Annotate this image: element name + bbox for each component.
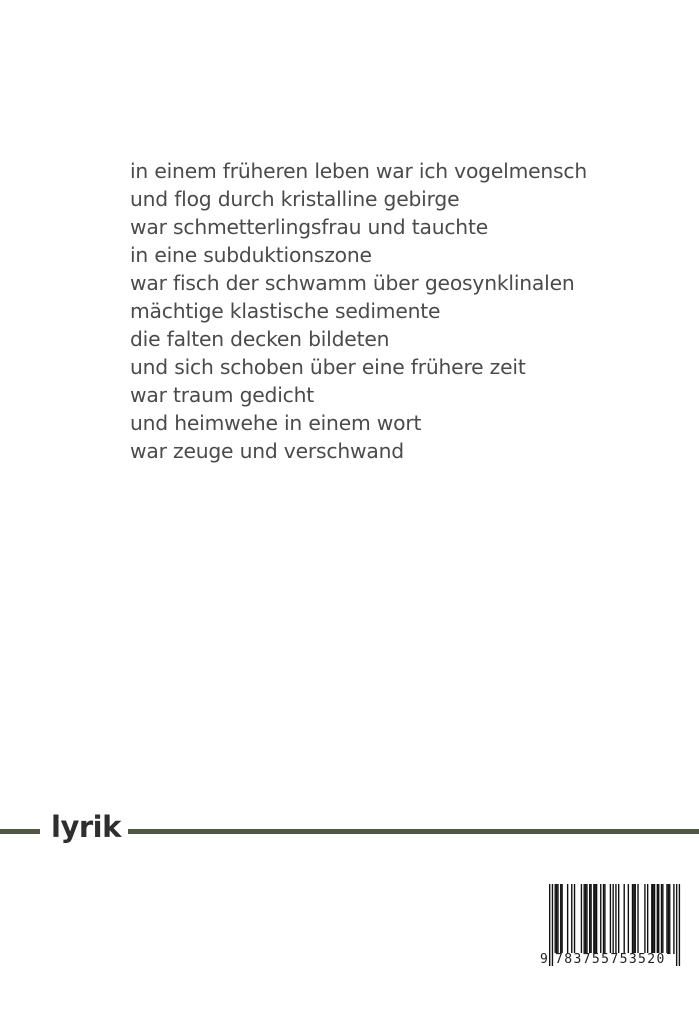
barcode-bar bbox=[661, 884, 662, 954]
barcode-bar bbox=[669, 884, 670, 954]
divider-rule-right bbox=[128, 829, 699, 834]
poem-line: und heimwehe in einem wort bbox=[130, 411, 422, 435]
barcode-bar bbox=[567, 884, 568, 954]
barcode-bar bbox=[676, 884, 677, 966]
barcode-bar bbox=[628, 884, 629, 954]
barcode-bar bbox=[610, 884, 611, 954]
barcode-bar bbox=[574, 884, 575, 954]
poem-line: in einem früheren leben war ich vogelmensch bbox=[130, 159, 588, 183]
barcode-bar bbox=[662, 884, 663, 954]
barcode-bar bbox=[571, 884, 572, 954]
barcode-bar bbox=[651, 884, 652, 954]
barcode-bar bbox=[561, 884, 562, 954]
barcode-bar bbox=[632, 884, 633, 954]
barcode-bar bbox=[590, 884, 591, 954]
poem-line: war traum gedicht bbox=[130, 383, 314, 407]
barcode-bar bbox=[556, 884, 557, 954]
barcode-bar bbox=[635, 884, 636, 954]
barcode-bar bbox=[584, 884, 585, 954]
barcode-bar bbox=[600, 884, 601, 954]
barcode-bar bbox=[595, 884, 596, 954]
barcode-bar bbox=[658, 884, 659, 954]
poem-line: und sich schoben über eine frühere zeit bbox=[130, 355, 526, 379]
barcode-bar bbox=[644, 884, 645, 954]
barcode-bar bbox=[589, 884, 590, 954]
barcode-bar bbox=[624, 884, 625, 954]
poem-line: in eine subduktionszone bbox=[130, 243, 372, 267]
poem-line: und flog durch kristalline gebirge bbox=[130, 187, 460, 211]
barcode-bar bbox=[596, 884, 597, 954]
barcode-bar bbox=[633, 884, 634, 954]
barcode-bar bbox=[679, 884, 680, 966]
barcode-bar bbox=[557, 884, 558, 954]
barcode-digits: 783755753520 bbox=[555, 952, 666, 967]
barcode-bar bbox=[618, 884, 619, 954]
barcode-bar bbox=[603, 884, 604, 954]
series-band bbox=[0, 812, 699, 846]
barcode-bar bbox=[657, 884, 658, 954]
barcode-bar bbox=[654, 884, 655, 954]
barcode-bar bbox=[647, 884, 648, 954]
barcode-bar bbox=[653, 884, 654, 954]
barcode-bar bbox=[549, 884, 550, 966]
barcode-bar bbox=[586, 884, 587, 954]
barcode-bar bbox=[673, 884, 674, 954]
isbn-barcode bbox=[534, 880, 683, 972]
barcode-bar bbox=[593, 884, 594, 954]
poem-line: war fisch der schwamm über geosynklinalen bbox=[130, 271, 575, 295]
poem bbox=[130, 157, 670, 465]
poem-line: mächtige klastische sedimente bbox=[130, 299, 441, 323]
barcode-bar bbox=[581, 884, 582, 954]
barcode-bar bbox=[555, 884, 556, 954]
barcode-bar bbox=[560, 884, 561, 954]
barcode-bar bbox=[668, 884, 669, 954]
barcode-bar bbox=[604, 884, 605, 954]
poem-line: war schmetterlingsfrau und tauchte bbox=[130, 215, 488, 239]
barcode-lead-digit: 9 bbox=[540, 952, 548, 967]
barcode-bar bbox=[637, 884, 638, 954]
barcode-bar bbox=[552, 884, 553, 966]
series-label: lyrik bbox=[51, 810, 121, 844]
poem-line: die falten decken bildeten bbox=[130, 327, 390, 351]
barcode-bar bbox=[585, 884, 586, 954]
divider-rule-left bbox=[0, 829, 40, 834]
poem-line: war zeuge und verschwand bbox=[130, 439, 404, 463]
barcode-bar bbox=[666, 884, 667, 954]
